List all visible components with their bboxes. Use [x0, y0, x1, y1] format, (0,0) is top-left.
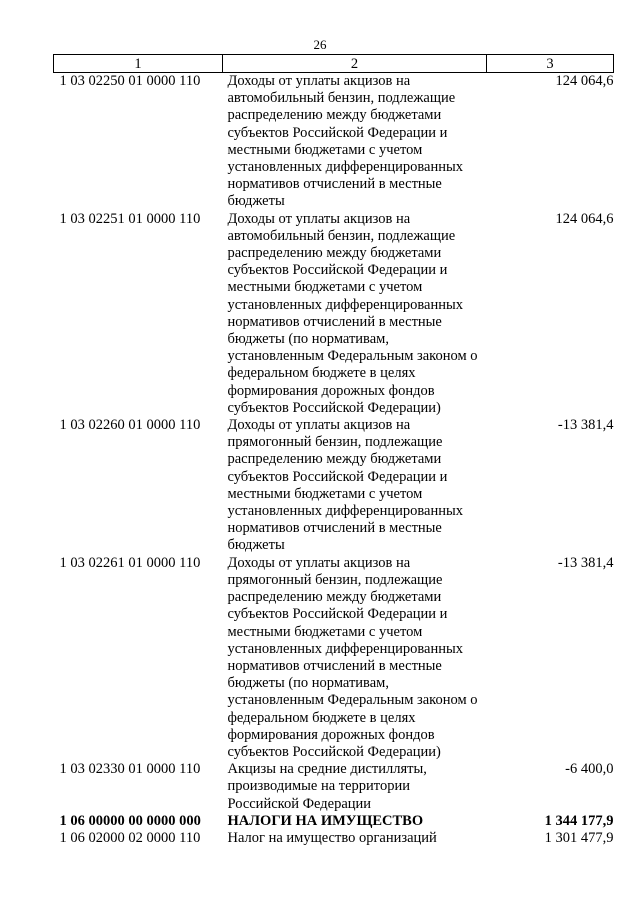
revenue-name: Доходы от уплаты акцизов на автомобильный бензин, подлежащие распределению между бюджетами субъектов Российской Федерации и местными бюджетами с учетом установленных дифференцированных нормативов отчислений в местные бюджеты — [227, 73, 463, 210]
table-row — [54, 417, 614, 555]
revenue-name: Доходы от уплаты акцизов на автомобильный бензин, подлежащие распределению между бюджетами субъектов Российской Федерации и местными бюджетами с учетом установленных дифференцированных нормативов отчислений в местные бюджеты (по нормативам, установленным Федеральным законом о федеральном бюджете в целях формирования дорожных фондов субъектов Российской Федерации) — [227, 210, 478, 416]
table-row — [54, 73, 614, 211]
budget-code: 1 03 02250 01 0000 110 — [59, 73, 201, 89]
header-col-3: 3 — [487, 55, 614, 73]
revenue-name: Акцизы на средние дистилляты, производимые на территории Российской Федерации — [227, 761, 427, 812]
budget-code: 1 03 02330 01 0000 110 — [59, 761, 201, 778]
budget-code: 1 03 02261 01 0000 110 — [59, 554, 201, 571]
budget-code: 1 06 00000 00 0000 000 — [59, 812, 201, 829]
page-number: 26 — [313, 37, 327, 52]
revenue-table — [53, 54, 614, 847]
revenue-name: Доходы от уплаты акцизов на прямогонный бензин, подлежащие распределению между бюджетами субъектов Российской Федерации и местными бюджетами с учетом установленных дифференцированных нормативов отчислений в местные бюджеты — [227, 417, 463, 554]
header-row — [54, 55, 614, 73]
revenue-name: Налог на имущество организаций — [227, 829, 437, 846]
amount: 1 344 177,9 — [544, 812, 614, 829]
amount: 1 301 477,9 — [544, 829, 614, 846]
table-header — [54, 55, 614, 73]
table-row — [54, 211, 614, 417]
table-row — [54, 761, 614, 813]
amount: -13 381,4 — [557, 554, 614, 571]
header-col-1: 1 — [54, 55, 223, 73]
header-col-2: 2 — [223, 55, 487, 73]
amount: -13 381,4 — [557, 417, 614, 434]
amount: 124 064,6 — [555, 73, 614, 89]
revenue-name: Доходы от уплаты акцизов на прямогонный бензин, подлежащие распределению между бюджетами субъектов Российской Федерации и местными бюджетами с учетом установленных дифференцированных нормативов отчислений в местные бюджеты (по нормативам, установленным Федеральным законом о федеральном бюджете в целях формирования дорожных фондов субъектов Российской Федерации) — [227, 554, 478, 760]
budget-code: 1 06 02000 02 0000 110 — [59, 829, 201, 846]
budget-code: 1 03 02260 01 0000 110 — [59, 417, 201, 434]
table-body — [54, 73, 614, 848]
revenue-name: НАЛОГИ НА ИМУЩЕСТВО — [227, 812, 424, 829]
amount: 124 064,6 — [555, 210, 614, 227]
table-row — [54, 555, 614, 761]
amount: -6 400,0 — [565, 761, 614, 778]
table-row — [54, 830, 614, 847]
budget-code: 1 03 02251 01 0000 110 — [59, 210, 201, 227]
table-row — [54, 813, 614, 830]
